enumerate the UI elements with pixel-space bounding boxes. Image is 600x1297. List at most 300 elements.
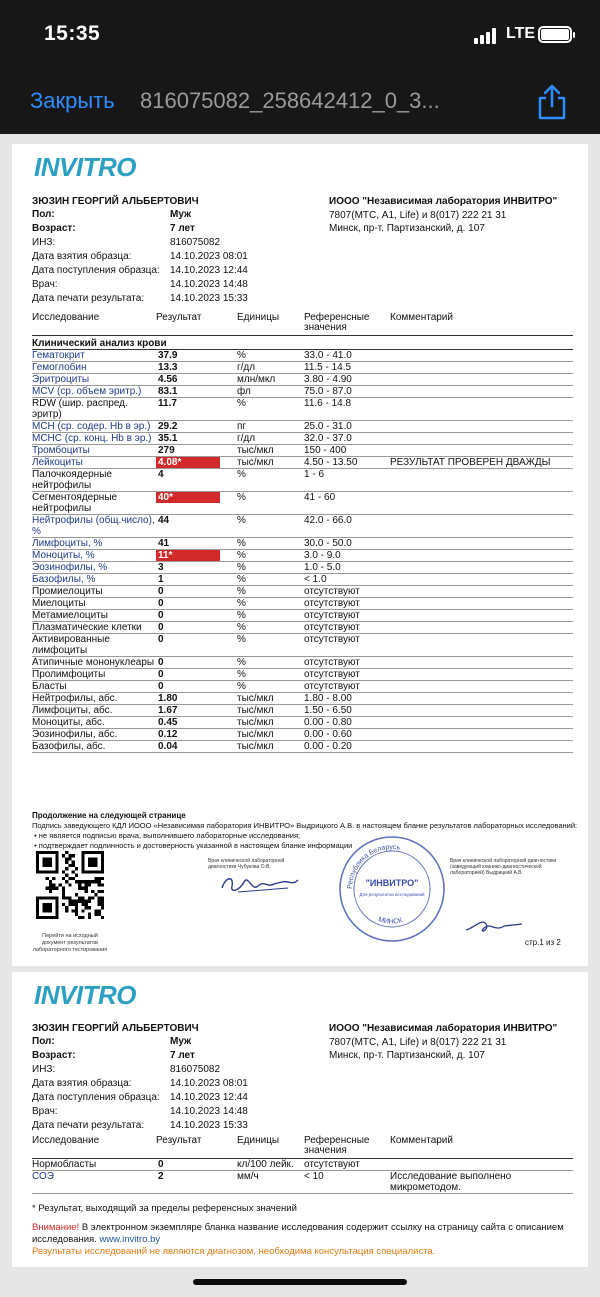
test-name[interactable]: Моноциты, % [32,550,156,562]
test-name[interactable]: Тромбоциты [32,445,156,457]
test-comment [390,550,573,562]
test-value [156,1171,237,1194]
qr-caption: Перейти на исходный документ результатов лабораторного тестирования [32,933,108,953]
test-name[interactable]: Моноциты, абс. [32,717,156,729]
test-name[interactable]: Сегментоядерные нейтрофилы [32,492,156,515]
test-ref: 11.6 - 14.8 [304,398,390,421]
test-value [156,538,237,550]
test-comment [390,717,573,729]
continued-text: Продолжение на следующей странице [32,811,186,820]
doctor-label-2: Врач: [32,1106,58,1117]
bullet-2: подтверждает подлинность и достоверность указанной в настоящем бланке информации [38,841,353,850]
value-text: 0 [158,657,164,668]
test-ref: < 1.0 [304,574,390,586]
test-unit: пг [237,421,304,433]
test-value [156,610,237,622]
test-unit: % [237,657,304,669]
signature-note: Продолжение на следующей странице Подпись заведующего КДЛ ИООО «Независимая лаборатория ИНВИТРО» Выдрицкого А.В. в настоящем бланке результатов лабораторных исследований: • не является подписью врача, выполнившего лабораторные исследования; • подтверждает подлинность и достоверность указанной в настоящем бланке информации [32,811,578,850]
value-text: 0.04 [158,741,178,752]
test-comment [390,469,573,492]
section-title: Клинический анализ крови [32,336,573,350]
test-unit: % [237,350,304,362]
test-unit: тыс/мкл [237,445,304,457]
table-row [32,457,573,469]
value-text: 0 [158,669,164,680]
test-comment [390,433,573,445]
value-text: 4 [158,469,164,480]
table-row [32,350,573,362]
test-comment [390,586,573,598]
test-unit: % [237,492,304,515]
test-comment: РЕЗУЛЬТАТ ПРОВЕРЕН ДВАЖДЫ [390,457,573,469]
table-row [32,1159,573,1171]
test-name[interactable]: MCHC (ср. конц. Hb в эр.) [32,433,156,445]
test-name[interactable]: Эозинофилы, абс. [32,729,156,741]
test-ref: 3.80 - 4.90 [304,374,390,386]
test-name[interactable]: Плазматические клетки [32,622,156,634]
received-label: Дата поступления образца: [32,265,160,276]
value-text: 37.9 [158,350,178,361]
invitro-logo-2: INVITRO [34,980,136,1010]
patient-info-2 [32,1036,248,1134]
test-comment [390,693,573,705]
test-unit: % [237,634,304,657]
test-value [156,657,237,669]
test-value [156,398,237,421]
table-row [32,634,573,657]
test-value [156,598,237,610]
test-name[interactable]: СОЭ [32,1171,156,1194]
col-result: Результат [156,313,237,336]
test-comment [390,398,573,421]
test-ref: отсутствуют [304,657,390,669]
value-text: 0 [158,1159,164,1170]
lab-phone-2: 7807(МТС, А1, Life) и 8(017) 222 21 31 [329,1036,507,1048]
printed-label: Дата печати результата: [32,293,145,304]
test-value [156,445,237,457]
test-ref: 0.00 - 0.80 [304,717,390,729]
test-comment [390,622,573,634]
test-comment [390,598,573,610]
test-ref: 3.0 - 9.0 [304,550,390,562]
test-name[interactable]: Бласты [32,681,156,693]
test-name[interactable]: Активированные лимфоциты [32,634,156,657]
value-text: 1 [158,574,164,585]
test-comment [390,741,573,753]
test-unit: % [237,562,304,574]
doctor-value-2: 14.10.2023 14:48 [170,1106,248,1117]
sex-label-2: Пол: [32,1036,55,1047]
test-unit: % [237,398,304,421]
doctor-1-caption: Врач клинической лабораторной диагностики Чубукова О.В. [208,858,285,870]
test-name[interactable]: Нейтрофилы, абс. [32,693,156,705]
test-comment [390,386,573,398]
table-row [32,681,573,693]
printed-value-2: 14.10.2023 15:33 [170,1120,248,1131]
value-text: 41 [158,538,170,549]
table-row [32,469,573,492]
test-value [156,574,237,586]
test-name[interactable]: Нормобласты [32,1159,156,1171]
table-row [32,657,573,669]
clock: 15:35 [44,22,101,45]
test-name[interactable]: Гемоглобин [32,362,156,374]
signed-by-text: Подпись заведующего КДЛ ИООО «Независимая лаборатория ИНВИТРО» Выдрицкого А.В. в настоящем бланке результатов лабораторных исследований: [32,821,578,830]
test-unit: % [237,538,304,550]
value-text: 0 [158,598,164,609]
table-row [32,669,573,681]
table-row [32,538,573,550]
table-row [32,362,573,374]
test-ref: 1 - 6 [304,469,390,492]
printed-label-2: Дата печати результата: [32,1120,145,1131]
printed-value: 14.10.2023 15:33 [170,293,248,304]
test-comment [390,515,573,538]
test-unit: г/дл [237,362,304,374]
test-ref: 25.0 - 31.0 [304,421,390,433]
col-ref-2: Референсные значения [304,1136,390,1159]
table-row [32,610,573,622]
results-table [32,313,573,753]
test-name[interactable]: Лимфоциты, % [32,538,156,550]
test-ref: 41 - 60 [304,492,390,515]
stamp-sub: Для результатов исследований [359,892,425,897]
test-value [156,433,237,445]
site-link[interactable]: www.invitro.by [99,1234,161,1245]
attention-text: В электронном экземпляре бланка название исследования содержит ссылку на страницу сайта с описанием исследования. [32,1222,564,1245]
test-unit: тыс/мкл [237,717,304,729]
signature-1 [218,870,308,898]
lab-address: Минск, пр-т. Партизанский, д. 107 [329,223,485,234]
table-row [32,550,573,562]
table-row [32,492,573,515]
table-row [32,622,573,634]
test-name[interactable]: Гематокрит [32,350,156,362]
test-unit: тыс/мкл [237,729,304,741]
table-row [32,598,573,610]
received-value-2: 14.10.2023 12:44 [170,1092,248,1103]
col-result-2: Результат [156,1136,237,1159]
age-value: 7 лет [170,223,195,234]
test-comment [390,445,573,457]
test-name[interactable]: Эритроциты [32,374,156,386]
test-unit: г/дл [237,433,304,445]
stamp-top-text: Республика Беларусь [346,843,401,890]
test-value [156,681,237,693]
age-value-2: 7 лет [170,1050,195,1061]
col-test-2: Исследование [32,1136,156,1159]
test-name[interactable]: Пролимфоциты [32,669,156,681]
test-comment [390,350,573,362]
test-value [156,386,237,398]
lab-name: ИООО "Независимая лаборатория ИНВИТРО" [329,196,558,207]
test-name[interactable]: RDW (шир. распред. эритр) [32,398,156,421]
value-text: 44 [158,515,170,526]
page-number: стр.1 из 2 [525,938,561,947]
test-unit: % [237,586,304,598]
age-label: Возраст: [32,223,76,234]
table-row [32,1171,573,1194]
inz-label-2: ИНЗ: [32,1064,56,1075]
test-name[interactable]: Лимфоциты, абс. [32,705,156,717]
col-units: Единицы [237,313,304,336]
table-row [32,515,573,538]
svg-text:МИНСК [377,916,404,926]
test-unit: % [237,622,304,634]
test-comment [390,538,573,550]
test-comment [390,1159,573,1171]
test-unit: фл [237,386,304,398]
test-value [156,469,237,492]
col-comment: Комментарий [390,313,573,336]
test-value [156,350,237,362]
test-name[interactable]: Миелоциты [32,598,156,610]
test-comment [390,705,573,717]
received-value: 14.10.2023 12:44 [170,265,248,276]
lab-info-2 [329,1022,557,1063]
test-unit: % [237,681,304,693]
report-page-2 [12,972,588,1267]
value-text: 0 [158,586,164,597]
test-value [156,705,237,717]
test-name[interactable]: Базофилы, абс. [32,741,156,753]
test-value [156,550,237,562]
test-ref: 150 - 400 [304,445,390,457]
taken-value: 14.10.2023 08:01 [170,251,248,262]
test-value [156,515,237,538]
value-text: 0 [158,681,164,692]
value-text: 35.1 [158,433,178,444]
sex-label: Пол: [32,209,55,220]
taken-label: Дата взятия образца: [32,251,132,262]
test-name[interactable]: Атипичные мононуклеары [32,657,155,668]
test-comment [390,681,573,693]
table-row [32,433,573,445]
value-text: 13.3 [158,362,178,373]
test-unit: млн/мкл [237,374,304,386]
test-value [156,634,237,657]
test-value [156,586,237,598]
test-value [156,374,237,386]
value-text: 0 [158,622,164,633]
col-test: Исследование [32,313,156,336]
test-ref: 75.0 - 87.0 [304,386,390,398]
status-and-nav-bar [0,0,600,134]
value-text: 2 [158,1171,164,1182]
patient-name-2: ЗЮЗИН ГЕОРГИЙ АЛЬБЕРТОВИЧ [32,1023,199,1034]
test-comment [390,362,573,374]
taken-label-2: Дата взятия образца: [32,1078,132,1089]
test-value [156,421,237,433]
test-comment [390,574,573,586]
test-ref: отсутствуют [304,681,390,693]
test-value [156,669,237,681]
sex-value: Муж [170,209,192,220]
test-name[interactable]: Лейкоциты [32,457,156,469]
flagged-value: 4.08* [156,457,220,468]
test-ref: 32.0 - 37.0 [304,433,390,445]
test-name[interactable]: Эозинофилы, % [32,562,156,574]
test-name[interactable]: MCH (ср. содер. Hb в эр.) [32,421,156,433]
sex-value-2: Муж [170,1036,192,1047]
test-unit: % [237,598,304,610]
taken-value-2: 14.10.2023 08:01 [170,1078,248,1089]
value-text: 279 [158,445,175,456]
test-comment [390,729,573,741]
test-ref: 1.50 - 6.50 [304,705,390,717]
test-unit: кл/100 лейк. [237,1159,304,1171]
test-ref: 0.00 - 0.20 [304,741,390,753]
qr-code[interactable] [36,851,104,919]
value-text: 0.12 [158,729,178,740]
value-text: 1.67 [158,705,178,716]
stamp-name: "ИНВИТРО" [365,878,419,888]
table-row [32,374,573,386]
value-text: 4.56 [158,374,178,385]
col-comment-2: Комментарий [390,1136,573,1159]
table-row [32,705,573,717]
table-row [32,398,573,421]
test-ref: 42.0 - 66.0 [304,515,390,538]
test-unit: % [237,469,304,492]
bullet-1: не является подписью врача, выполнившего лабораторные исследования; [38,831,301,840]
attention-note [32,1222,572,1246]
test-ref: отсутствуют [304,622,390,634]
test-value [156,362,237,374]
value-text: 0.45 [158,717,178,728]
test-value [156,693,237,705]
flagged-value: 11* [156,550,220,561]
battery-icon [538,26,572,43]
test-comment [390,562,573,574]
invitro-logo: INVITRO [34,152,136,182]
col-units-2: Единицы [237,1136,304,1159]
flagged-value: 40* [156,492,220,503]
home-indicator[interactable] [193,1279,407,1285]
col-ref: Референсные значения [304,313,390,336]
test-unit: % [237,574,304,586]
test-unit: тыс/мкл [237,457,304,469]
doctor-label: Врач: [32,279,58,290]
lab-phone: 7807(МТС, А1, Life) и 8(017) 222 21 31 [329,209,507,221]
value-text: 11.7 [158,398,177,409]
test-comment [390,657,573,669]
value-text: 1.80 [158,693,178,704]
asterisk-note: * Результат, выходящий за пределы референсных значений [32,1203,297,1214]
test-comment [390,492,573,515]
table-row [32,421,573,433]
value-text: 29.2 [158,421,178,432]
attention-label: Внимание! [32,1222,80,1233]
patient-name: ЗЮЗИН ГЕОРГИЙ АЛЬБЕРТОВИЧ [32,196,199,207]
value-text: 3 [158,562,164,573]
close-button[interactable]: Закрыть [30,88,115,113]
stamp-city: МИНСК [377,916,404,926]
test-name[interactable]: Нейтрофилы (общ.число), % [32,515,155,537]
test-ref: 30.0 - 50.0 [304,538,390,550]
test-name[interactable]: Палочкоядерные нейтрофилы [32,469,156,492]
test-unit: мм/ч [237,1171,304,1194]
test-name[interactable]: Базофилы, % [32,574,156,586]
test-ref: 33.0 - 41.0 [304,350,390,362]
table-row [32,574,573,586]
table-row [32,717,573,729]
test-value [156,622,237,634]
age-label-2: Возраст: [32,1050,76,1061]
test-value [156,717,237,729]
signature-2 [464,914,524,938]
report-page-1 [12,144,588,966]
test-comment [390,634,573,657]
test-unit: % [237,669,304,681]
network-type: LTE [506,25,536,42]
inz-label: ИНЗ: [32,237,56,248]
test-unit: % [237,550,304,562]
test-comment [390,669,573,681]
test-name[interactable]: Метамиелоциты [32,610,156,622]
lab-address-2: Минск, пр-т. Партизанский, д. 107 [329,1050,485,1061]
value-text: 83.1 [158,386,178,397]
test-ref: отсутствуют [304,1159,390,1171]
test-ref: отсутствуют [304,634,390,657]
table-row [32,693,573,705]
test-ref: 4.50 - 13.50 [304,457,390,469]
lab-name-2: ИООО "Независимая лаборатория ИНВИТРО" [329,1023,558,1034]
table-row [32,562,573,574]
results-table-2 [32,1136,573,1194]
share-icon[interactable] [534,82,570,122]
test-ref: 1.0 - 5.0 [304,562,390,574]
test-value [156,741,237,753]
doctor-2-caption: Врач клинической лабораторной диагностики (заведующий клинико-диагностической лабораторией) Выдрицкий А.В. [450,858,557,876]
test-value [156,457,237,469]
test-ref: отсутствуют [304,669,390,681]
test-name[interactable]: MCV (ср. объем эритр.) [32,386,156,398]
test-unit: % [237,515,304,538]
table-row [32,741,573,753]
test-unit: тыс/мкл [237,741,304,753]
test-ref: 11.5 - 14.5 [304,362,390,374]
test-unit: тыс/мкл [237,705,304,717]
patient-info [32,209,248,307]
test-ref: 0.00 - 0.60 [304,729,390,741]
inz-value: 816075082 [170,237,221,248]
test-unit: % [237,610,304,622]
test-ref: отсутствуют [304,586,390,598]
value-text: 0 [158,634,164,645]
test-comment: Исследование выполнено микрометодом. [390,1171,573,1194]
test-value [156,492,237,515]
test-value [156,1159,237,1171]
test-comment [390,374,573,386]
disclaimer: Результаты исследований не являются диагнозом, необходима консультация специалиста. [32,1246,436,1257]
inz-value-2: 816075082 [170,1064,221,1075]
test-ref: 1.80 - 8.00 [304,693,390,705]
test-ref: отсутствуют [304,610,390,622]
test-comment [390,610,573,622]
document-filename: 816075082_258642412_0_3... [140,88,440,113]
lab-stamp [337,834,447,944]
signal-icon [474,28,500,44]
test-value [156,729,237,741]
test-ref: отсутствуют [304,598,390,610]
table-row [32,445,573,457]
test-name[interactable]: Промиелоциты [32,586,156,598]
lab-info [329,195,557,236]
test-value [156,562,237,574]
test-comment [390,421,573,433]
doctor-value: 14.10.2023 14:48 [170,279,248,290]
